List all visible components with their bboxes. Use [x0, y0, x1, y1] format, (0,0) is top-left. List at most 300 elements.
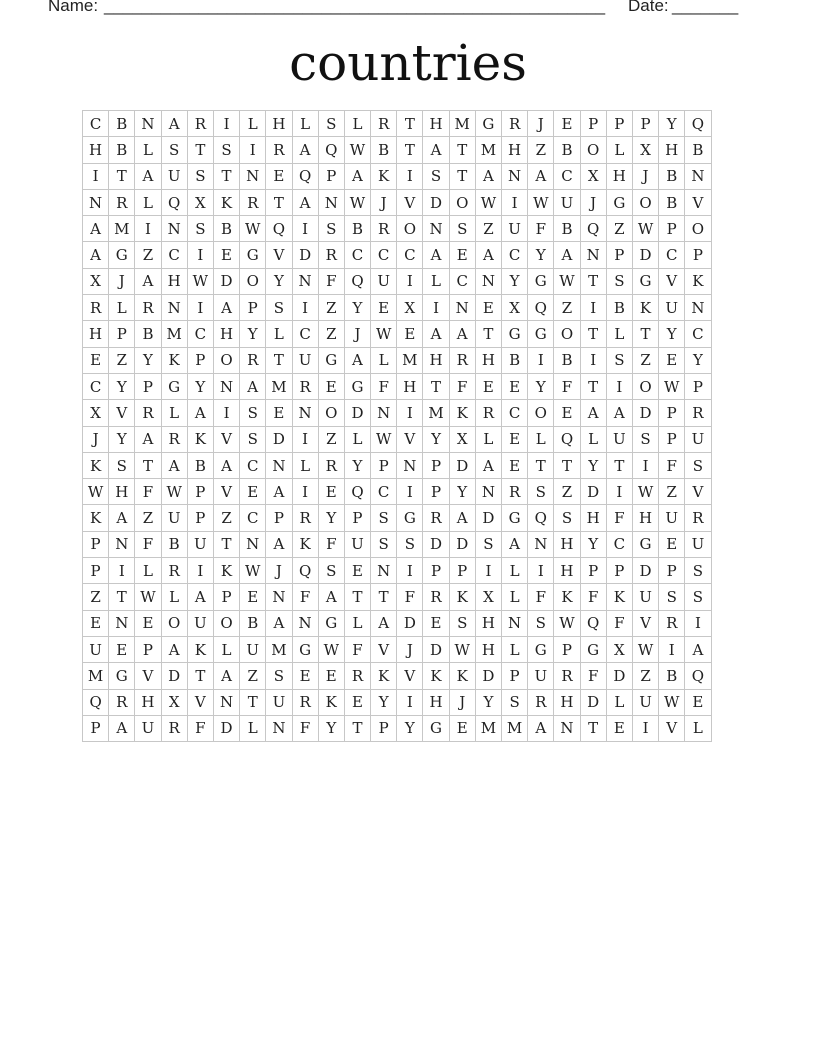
grid-cell[interactable]: A: [423, 137, 449, 163]
grid-cell[interactable]: F: [187, 715, 213, 741]
grid-cell[interactable]: K: [161, 347, 187, 373]
grid-cell[interactable]: A: [475, 452, 501, 478]
grid-cell[interactable]: E: [502, 426, 528, 452]
grid-cell[interactable]: S: [240, 400, 266, 426]
grid-cell[interactable]: G: [606, 189, 632, 215]
grid-cell[interactable]: T: [580, 715, 606, 741]
grid-cell[interactable]: J: [397, 636, 423, 662]
grid-cell[interactable]: N: [318, 189, 344, 215]
grid-cell[interactable]: V: [659, 715, 685, 741]
grid-cell[interactable]: F: [580, 663, 606, 689]
grid-cell[interactable]: Z: [318, 321, 344, 347]
grid-cell[interactable]: F: [318, 531, 344, 557]
grid-cell[interactable]: K: [554, 584, 580, 610]
grid-cell[interactable]: L: [606, 137, 632, 163]
grid-cell[interactable]: V: [213, 426, 239, 452]
grid-cell[interactable]: W: [659, 373, 685, 399]
grid-cell[interactable]: Y: [580, 531, 606, 557]
grid-cell[interactable]: W: [554, 268, 580, 294]
grid-cell[interactable]: N: [161, 295, 187, 321]
grid-cell[interactable]: C: [659, 242, 685, 268]
grid-cell[interactable]: F: [528, 584, 554, 610]
grid-cell[interactable]: A: [502, 531, 528, 557]
grid-cell[interactable]: T: [344, 715, 370, 741]
grid-cell[interactable]: L: [475, 426, 501, 452]
grid-cell[interactable]: D: [213, 268, 239, 294]
grid-cell[interactable]: O: [213, 610, 239, 636]
grid-cell[interactable]: Z: [213, 505, 239, 531]
grid-cell[interactable]: K: [83, 505, 109, 531]
grid-cell[interactable]: L: [266, 321, 292, 347]
grid-cell[interactable]: Y: [659, 321, 685, 347]
grid-cell[interactable]: Q: [580, 216, 606, 242]
grid-cell[interactable]: D: [475, 663, 501, 689]
grid-cell[interactable]: P: [423, 558, 449, 584]
grid-cell[interactable]: G: [528, 321, 554, 347]
grid-cell[interactable]: R: [318, 452, 344, 478]
grid-cell[interactable]: H: [266, 111, 292, 137]
grid-cell[interactable]: F: [528, 216, 554, 242]
grid-cell[interactable]: V: [397, 663, 423, 689]
grid-cell[interactable]: A: [109, 715, 135, 741]
grid-cell[interactable]: I: [187, 295, 213, 321]
grid-cell[interactable]: P: [606, 558, 632, 584]
grid-cell[interactable]: V: [632, 610, 658, 636]
grid-cell[interactable]: U: [659, 505, 685, 531]
grid-cell[interactable]: Q: [344, 479, 370, 505]
grid-cell[interactable]: S: [606, 268, 632, 294]
grid-cell[interactable]: F: [135, 479, 161, 505]
grid-cell[interactable]: B: [240, 610, 266, 636]
grid-cell[interactable]: J: [371, 189, 397, 215]
grid-cell[interactable]: K: [449, 584, 475, 610]
grid-cell[interactable]: K: [318, 689, 344, 715]
grid-cell[interactable]: Z: [606, 216, 632, 242]
grid-cell[interactable]: A: [292, 189, 318, 215]
grid-cell[interactable]: A: [449, 505, 475, 531]
grid-cell[interactable]: O: [554, 321, 580, 347]
grid-cell[interactable]: X: [449, 426, 475, 452]
grid-cell[interactable]: M: [423, 400, 449, 426]
grid-cell[interactable]: W: [632, 636, 658, 662]
grid-cell[interactable]: G: [292, 636, 318, 662]
grid-cell[interactable]: E: [423, 610, 449, 636]
grid-cell[interactable]: Q: [344, 268, 370, 294]
grid-cell[interactable]: D: [580, 479, 606, 505]
grid-cell[interactable]: T: [397, 111, 423, 137]
grid-cell[interactable]: H: [554, 531, 580, 557]
grid-cell[interactable]: A: [580, 400, 606, 426]
grid-cell[interactable]: U: [606, 426, 632, 452]
grid-cell[interactable]: N: [109, 610, 135, 636]
grid-cell[interactable]: L: [344, 426, 370, 452]
grid-cell[interactable]: G: [528, 268, 554, 294]
grid-cell[interactable]: W: [318, 636, 344, 662]
grid-cell[interactable]: G: [580, 636, 606, 662]
grid-cell[interactable]: N: [685, 295, 711, 321]
grid-cell[interactable]: H: [109, 479, 135, 505]
grid-cell[interactable]: N: [685, 163, 711, 189]
grid-cell[interactable]: X: [580, 163, 606, 189]
grid-cell[interactable]: U: [344, 531, 370, 557]
grid-cell[interactable]: R: [135, 295, 161, 321]
grid-cell[interactable]: L: [109, 295, 135, 321]
grid-cell[interactable]: Y: [685, 347, 711, 373]
grid-cell[interactable]: F: [659, 452, 685, 478]
grid-cell[interactable]: P: [659, 400, 685, 426]
grid-cell[interactable]: E: [449, 715, 475, 741]
grid-cell[interactable]: W: [240, 558, 266, 584]
grid-cell[interactable]: N: [502, 163, 528, 189]
grid-cell[interactable]: O: [685, 216, 711, 242]
grid-cell[interactable]: P: [632, 111, 658, 137]
grid-cell[interactable]: P: [135, 373, 161, 399]
grid-cell[interactable]: I: [580, 295, 606, 321]
grid-cell[interactable]: T: [580, 321, 606, 347]
grid-cell[interactable]: I: [685, 610, 711, 636]
grid-cell[interactable]: B: [554, 347, 580, 373]
grid-cell[interactable]: S: [606, 347, 632, 373]
grid-cell[interactable]: P: [423, 479, 449, 505]
grid-cell[interactable]: N: [161, 216, 187, 242]
grid-cell[interactable]: C: [344, 242, 370, 268]
grid-cell[interactable]: G: [161, 373, 187, 399]
grid-cell[interactable]: P: [109, 321, 135, 347]
grid-cell[interactable]: H: [475, 347, 501, 373]
grid-cell[interactable]: O: [632, 373, 658, 399]
grid-cell[interactable]: D: [606, 663, 632, 689]
grid-cell[interactable]: K: [292, 531, 318, 557]
grid-cell[interactable]: B: [213, 216, 239, 242]
grid-cell[interactable]: P: [659, 558, 685, 584]
grid-cell[interactable]: Y: [502, 268, 528, 294]
grid-cell[interactable]: Y: [187, 373, 213, 399]
grid-cell[interactable]: A: [135, 268, 161, 294]
grid-cell[interactable]: T: [554, 452, 580, 478]
grid-cell[interactable]: R: [423, 505, 449, 531]
grid-cell[interactable]: P: [83, 558, 109, 584]
grid-cell[interactable]: D: [580, 689, 606, 715]
grid-cell[interactable]: T: [344, 584, 370, 610]
grid-cell[interactable]: Z: [554, 479, 580, 505]
grid-cell[interactable]: W: [528, 189, 554, 215]
grid-cell[interactable]: H: [397, 373, 423, 399]
grid-cell[interactable]: L: [240, 715, 266, 741]
grid-cell[interactable]: B: [135, 321, 161, 347]
grid-cell[interactable]: P: [187, 479, 213, 505]
grid-cell[interactable]: E: [240, 479, 266, 505]
grid-cell[interactable]: I: [528, 558, 554, 584]
grid-cell[interactable]: A: [449, 321, 475, 347]
grid-cell[interactable]: S: [449, 216, 475, 242]
grid-cell[interactable]: B: [606, 295, 632, 321]
grid-cell[interactable]: G: [423, 715, 449, 741]
grid-cell[interactable]: U: [659, 295, 685, 321]
grid-cell[interactable]: D: [449, 531, 475, 557]
grid-cell[interactable]: N: [266, 715, 292, 741]
grid-cell[interactable]: I: [187, 558, 213, 584]
grid-cell[interactable]: L: [502, 584, 528, 610]
grid-cell[interactable]: R: [292, 689, 318, 715]
grid-cell[interactable]: V: [109, 400, 135, 426]
grid-cell[interactable]: N: [449, 295, 475, 321]
grid-cell[interactable]: P: [423, 452, 449, 478]
grid-cell[interactable]: E: [685, 689, 711, 715]
grid-cell[interactable]: Q: [685, 111, 711, 137]
grid-cell[interactable]: H: [83, 137, 109, 163]
grid-cell[interactable]: V: [371, 636, 397, 662]
grid-cell[interactable]: F: [554, 373, 580, 399]
grid-cell[interactable]: A: [83, 242, 109, 268]
grid-cell[interactable]: Y: [135, 347, 161, 373]
grid-cell[interactable]: I: [292, 295, 318, 321]
grid-cell[interactable]: U: [528, 663, 554, 689]
grid-cell[interactable]: A: [528, 715, 554, 741]
grid-cell[interactable]: S: [213, 137, 239, 163]
grid-cell[interactable]: M: [266, 636, 292, 662]
grid-cell[interactable]: N: [528, 531, 554, 557]
grid-cell[interactable]: S: [318, 558, 344, 584]
grid-cell[interactable]: S: [528, 610, 554, 636]
grid-cell[interactable]: F: [580, 584, 606, 610]
grid-cell[interactable]: A: [240, 373, 266, 399]
grid-cell[interactable]: O: [397, 216, 423, 242]
grid-cell[interactable]: U: [632, 689, 658, 715]
grid-cell[interactable]: E: [240, 584, 266, 610]
grid-cell[interactable]: M: [109, 216, 135, 242]
grid-cell[interactable]: X: [397, 295, 423, 321]
grid-cell[interactable]: Z: [109, 347, 135, 373]
grid-cell[interactable]: F: [318, 268, 344, 294]
grid-cell[interactable]: M: [502, 715, 528, 741]
grid-cell[interactable]: S: [397, 531, 423, 557]
grid-cell[interactable]: H: [423, 111, 449, 137]
grid-cell[interactable]: T: [266, 347, 292, 373]
grid-cell[interactable]: H: [161, 268, 187, 294]
grid-cell[interactable]: S: [187, 216, 213, 242]
grid-cell[interactable]: W: [371, 426, 397, 452]
grid-cell[interactable]: N: [371, 558, 397, 584]
grid-cell[interactable]: I: [83, 163, 109, 189]
grid-cell[interactable]: N: [266, 584, 292, 610]
grid-cell[interactable]: Z: [83, 584, 109, 610]
grid-cell[interactable]: N: [135, 111, 161, 137]
grid-cell[interactable]: I: [475, 558, 501, 584]
grid-cell[interactable]: U: [632, 584, 658, 610]
grid-cell[interactable]: N: [371, 400, 397, 426]
grid-cell[interactable]: Z: [659, 479, 685, 505]
grid-cell[interactable]: R: [449, 347, 475, 373]
grid-cell[interactable]: Z: [240, 663, 266, 689]
grid-cell[interactable]: H: [659, 137, 685, 163]
grid-cell[interactable]: U: [187, 610, 213, 636]
grid-cell[interactable]: M: [161, 321, 187, 347]
grid-cell[interactable]: H: [475, 636, 501, 662]
grid-cell[interactable]: I: [187, 242, 213, 268]
grid-cell[interactable]: I: [423, 295, 449, 321]
grid-cell[interactable]: N: [475, 479, 501, 505]
grid-cell[interactable]: K: [449, 663, 475, 689]
grid-cell[interactable]: C: [449, 268, 475, 294]
grid-cell[interactable]: P: [580, 111, 606, 137]
grid-cell[interactable]: L: [213, 636, 239, 662]
grid-cell[interactable]: K: [83, 452, 109, 478]
grid-cell[interactable]: J: [528, 111, 554, 137]
grid-cell[interactable]: E: [292, 663, 318, 689]
grid-cell[interactable]: I: [606, 479, 632, 505]
grid-cell[interactable]: C: [240, 452, 266, 478]
grid-cell[interactable]: E: [135, 610, 161, 636]
grid-cell[interactable]: V: [685, 189, 711, 215]
grid-cell[interactable]: L: [502, 636, 528, 662]
grid-cell[interactable]: I: [632, 452, 658, 478]
grid-cell[interactable]: N: [397, 452, 423, 478]
grid-cell[interactable]: P: [606, 111, 632, 137]
grid-cell[interactable]: S: [475, 531, 501, 557]
grid-cell[interactable]: D: [397, 610, 423, 636]
grid-cell[interactable]: F: [292, 584, 318, 610]
grid-cell[interactable]: Y: [109, 426, 135, 452]
grid-cell[interactable]: Z: [554, 295, 580, 321]
grid-cell[interactable]: C: [240, 505, 266, 531]
grid-cell[interactable]: H: [135, 689, 161, 715]
grid-cell[interactable]: J: [580, 189, 606, 215]
grid-cell[interactable]: S: [659, 584, 685, 610]
grid-cell[interactable]: F: [371, 373, 397, 399]
grid-cell[interactable]: A: [187, 584, 213, 610]
grid-cell[interactable]: H: [554, 558, 580, 584]
grid-cell[interactable]: T: [632, 321, 658, 347]
grid-cell[interactable]: Y: [528, 373, 554, 399]
grid-cell[interactable]: P: [213, 584, 239, 610]
grid-cell[interactable]: P: [318, 163, 344, 189]
grid-cell[interactable]: E: [266, 163, 292, 189]
grid-cell[interactable]: H: [502, 137, 528, 163]
grid-cell[interactable]: A: [83, 216, 109, 242]
grid-cell[interactable]: D: [632, 558, 658, 584]
grid-cell[interactable]: G: [109, 242, 135, 268]
grid-cell[interactable]: W: [83, 479, 109, 505]
grid-cell[interactable]: U: [161, 505, 187, 531]
grid-cell[interactable]: N: [502, 610, 528, 636]
grid-cell[interactable]: I: [632, 715, 658, 741]
grid-cell[interactable]: A: [606, 400, 632, 426]
grid-cell[interactable]: R: [240, 347, 266, 373]
grid-cell[interactable]: I: [240, 137, 266, 163]
grid-cell[interactable]: L: [240, 111, 266, 137]
grid-cell[interactable]: C: [161, 242, 187, 268]
grid-cell[interactable]: R: [318, 242, 344, 268]
grid-cell[interactable]: L: [685, 715, 711, 741]
grid-cell[interactable]: X: [83, 400, 109, 426]
grid-cell[interactable]: U: [685, 426, 711, 452]
grid-cell[interactable]: J: [83, 426, 109, 452]
grid-cell[interactable]: E: [318, 479, 344, 505]
grid-cell[interactable]: T: [449, 163, 475, 189]
grid-cell[interactable]: R: [423, 584, 449, 610]
grid-cell[interactable]: U: [292, 347, 318, 373]
grid-cell[interactable]: A: [266, 531, 292, 557]
grid-cell[interactable]: S: [161, 137, 187, 163]
grid-cell[interactable]: A: [292, 137, 318, 163]
grid-cell[interactable]: F: [292, 715, 318, 741]
grid-cell[interactable]: F: [606, 505, 632, 531]
grid-cell[interactable]: C: [187, 321, 213, 347]
grid-cell[interactable]: B: [685, 137, 711, 163]
grid-cell[interactable]: W: [632, 216, 658, 242]
grid-cell[interactable]: V: [397, 426, 423, 452]
date-field[interactable]: _______: [672, 0, 739, 15]
grid-cell[interactable]: L: [292, 111, 318, 137]
grid-cell[interactable]: R: [371, 216, 397, 242]
grid-cell[interactable]: E: [659, 347, 685, 373]
grid-cell[interactable]: W: [135, 584, 161, 610]
grid-cell[interactable]: E: [502, 452, 528, 478]
grid-cell[interactable]: T: [213, 163, 239, 189]
grid-cell[interactable]: I: [292, 426, 318, 452]
grid-cell[interactable]: R: [292, 373, 318, 399]
grid-cell[interactable]: E: [83, 610, 109, 636]
grid-cell[interactable]: L: [371, 347, 397, 373]
grid-cell[interactable]: L: [606, 321, 632, 347]
grid-cell[interactable]: C: [397, 242, 423, 268]
grid-cell[interactable]: I: [397, 163, 423, 189]
grid-cell[interactable]: N: [292, 268, 318, 294]
grid-cell[interactable]: L: [135, 189, 161, 215]
grid-cell[interactable]: R: [109, 689, 135, 715]
grid-cell[interactable]: D: [632, 242, 658, 268]
grid-cell[interactable]: F: [449, 373, 475, 399]
grid-cell[interactable]: N: [475, 268, 501, 294]
grid-cell[interactable]: O: [213, 347, 239, 373]
grid-cell[interactable]: V: [187, 689, 213, 715]
grid-cell[interactable]: X: [632, 137, 658, 163]
grid-cell[interactable]: D: [423, 636, 449, 662]
grid-cell[interactable]: V: [685, 479, 711, 505]
grid-cell[interactable]: P: [606, 242, 632, 268]
grid-cell[interactable]: S: [502, 689, 528, 715]
grid-cell[interactable]: I: [213, 111, 239, 137]
grid-cell[interactable]: T: [187, 137, 213, 163]
grid-cell[interactable]: B: [502, 347, 528, 373]
grid-cell[interactable]: B: [659, 663, 685, 689]
grid-cell[interactable]: K: [213, 189, 239, 215]
grid-cell[interactable]: Y: [266, 268, 292, 294]
grid-cell[interactable]: E: [83, 347, 109, 373]
grid-cell[interactable]: A: [528, 163, 554, 189]
grid-cell[interactable]: M: [397, 347, 423, 373]
grid-cell[interactable]: K: [213, 558, 239, 584]
grid-cell[interactable]: P: [187, 505, 213, 531]
grid-cell[interactable]: L: [344, 111, 370, 137]
grid-cell[interactable]: T: [266, 189, 292, 215]
grid-cell[interactable]: A: [475, 242, 501, 268]
grid-cell[interactable]: H: [554, 689, 580, 715]
grid-cell[interactable]: J: [449, 689, 475, 715]
grid-cell[interactable]: E: [318, 663, 344, 689]
grid-cell[interactable]: Y: [528, 242, 554, 268]
grid-cell[interactable]: U: [554, 189, 580, 215]
grid-cell[interactable]: S: [685, 558, 711, 584]
grid-cell[interactable]: L: [161, 400, 187, 426]
grid-cell[interactable]: A: [213, 295, 239, 321]
grid-cell[interactable]: J: [344, 321, 370, 347]
grid-cell[interactable]: L: [292, 452, 318, 478]
grid-cell[interactable]: Z: [528, 137, 554, 163]
grid-cell[interactable]: E: [606, 715, 632, 741]
grid-cell[interactable]: T: [528, 452, 554, 478]
grid-cell[interactable]: I: [528, 347, 554, 373]
